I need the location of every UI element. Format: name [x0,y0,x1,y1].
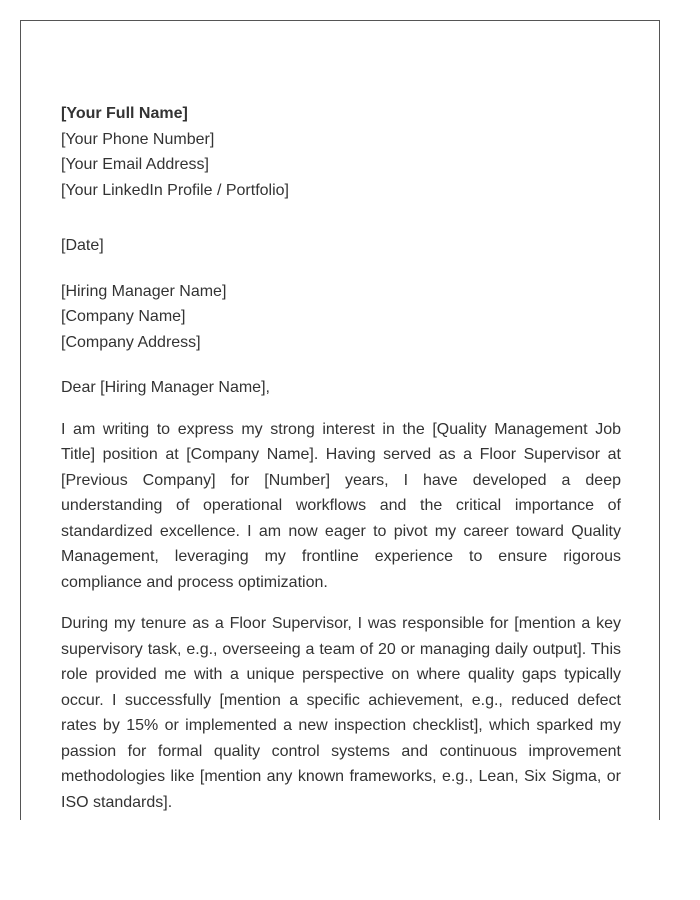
sender-email: [Your Email Address] [61,156,209,173]
spacer [61,259,621,279]
letter-content [61,101,621,815]
spacer [61,203,621,233]
sender-profile: [Your LinkedIn Profile / Portfolio] [61,181,289,199]
salutation: Dear [Hiring Manager Name], [61,379,270,396]
recipient-company: [Company Name] [61,308,186,325]
spacer [61,355,621,375]
body-paragraph-1: I am writing to express my strong interest in the [Quality Management Job Title] position at [Company Name]. Having served as a Floor Supervisor at [Previous Company] for [Number] years, I have developed a deep understanding of operational workflows and the critical importance of standardized excellence. I am now eager to pivot my career toward Quality Management, leveraging my frontline experience to ensure rigorous compliance and process optimization. [61,420,621,591]
spacer [61,401,621,417]
letter-page [20,20,660,820]
letter-date: [Date] [61,237,104,254]
recipient-manager: [Hiring Manager Name] [61,282,227,300]
spacer [61,595,621,611]
body-paragraph-2: During my tenure as a Floor Supervisor, I was responsible for [mention a key supervisory task, e.g., overseeing a team of 20 or managing daily output]. This role provided me with a unique perspective on where quality gaps typically occur. I successfully [mention a specific achievement, e.g., reduced defect rates by 15% or implemented a new inspection checklist], which sparked my passion for formal quality control systems and continuous improvement methodologies like [mention any known frameworks, e.g., Lean, Six Sigma, or ISO standards]. [61,615,621,811]
sender-phone: [Your Phone Number] [61,130,215,148]
sender-name: [Your Full Name] [61,105,188,122]
recipient-address: [Company Address] [61,333,201,351]
